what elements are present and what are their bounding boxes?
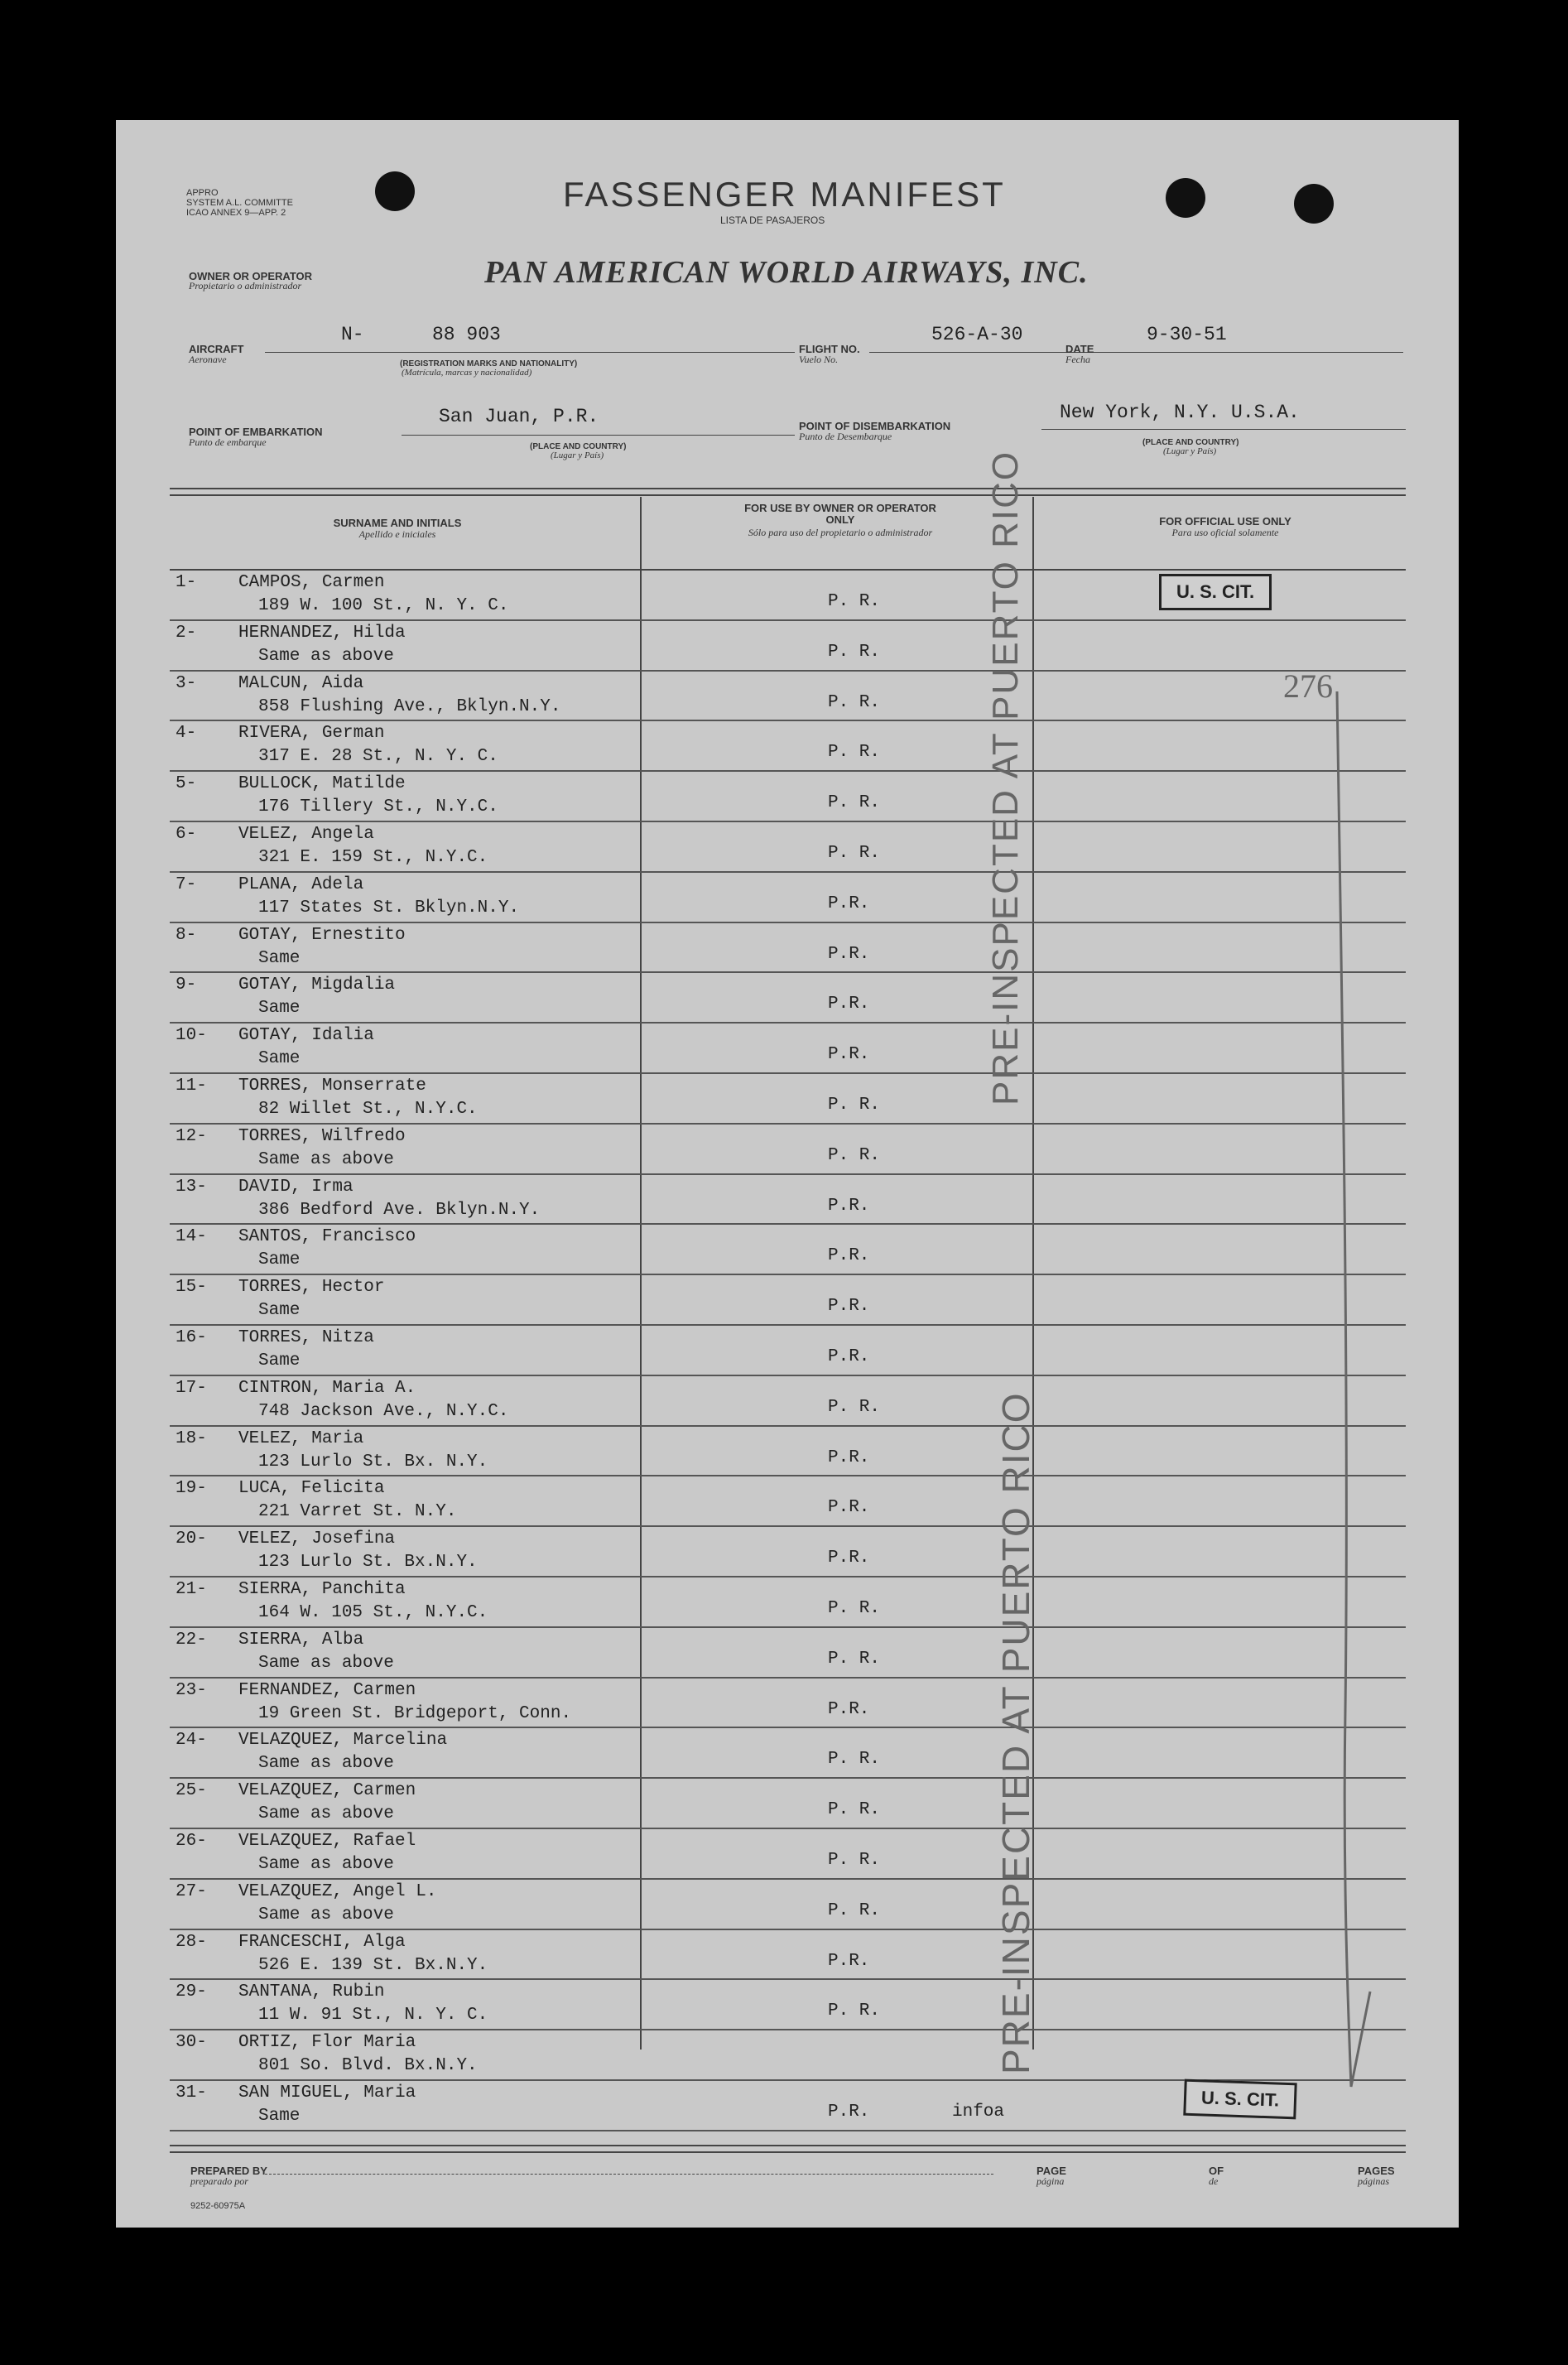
owner-use-code: P.R.	[828, 1549, 870, 1568]
passenger-name: PLANA, Adela	[238, 874, 364, 894]
col-official-header: FOR OFFICIAL USE ONLY	[1159, 515, 1291, 527]
passenger-name: VELAZQUEZ, Angel L.	[238, 1881, 437, 1901]
passenger-address: 11 W. 91 St., N. Y. C.	[258, 2006, 488, 2025]
embark-field-line	[402, 435, 795, 436]
owner-use-code: P. R.	[828, 1851, 881, 1870]
owner-use-code: P.R.	[828, 1045, 870, 1065]
footer-rule	[170, 2145, 1406, 2146]
passenger-number: 30-	[176, 2033, 207, 2053]
punch-hole	[1294, 184, 1334, 224]
passenger-number: 17-	[176, 1378, 207, 1398]
flight-label: FLIGHT NO.	[799, 343, 860, 355]
passenger-name: RIVERA, German	[238, 724, 385, 744]
aircraft-prefix: N-	[341, 324, 364, 345]
passenger-name: TORRES, Hector	[238, 1278, 385, 1298]
passenger-number: 11-	[176, 1077, 207, 1096]
preinspection-stamp: PRE-INSPECTED AT PUERTO RICO	[994, 1391, 1037, 2074]
approval-line: ICAO ANNEX 9—APP. 2	[186, 208, 286, 218]
col-surname-header-es: Apellido e iniciales	[358, 528, 436, 540]
passenger-number: 14-	[176, 1227, 207, 1247]
passenger-number: 20-	[176, 1529, 207, 1549]
punch-hole	[1166, 178, 1205, 218]
owner-use-code: P. R.	[828, 1096, 881, 1115]
disembark-label-es: Punto de Desembarque	[799, 431, 892, 442]
disembark-field-line	[1041, 429, 1406, 430]
passenger-address: 189 W. 100 St., N. Y. C.	[258, 596, 509, 615]
date-field-line	[1105, 352, 1403, 353]
owner-use-code: P. R.	[828, 592, 881, 611]
owner-use-code: P.R.	[828, 995, 870, 1014]
owner-use-code: P. R.	[828, 1800, 881, 1820]
passenger-address: Same as above	[258, 646, 394, 666]
of-label: OF	[1209, 2165, 1224, 2177]
owner-use-code: P.R.	[828, 1297, 870, 1317]
owner-use-code: P.R.	[828, 1246, 870, 1266]
owner-label-es: Propietario o administrador	[189, 280, 302, 291]
form-subtitle: LISTA DE PASAJEROS	[720, 214, 825, 226]
owner-label: OWNER OR OPERATOR	[189, 270, 313, 282]
passenger-number: 25-	[176, 1781, 207, 1801]
approval-line: APPRO	[186, 188, 219, 198]
page-label: PAGE	[1037, 2165, 1066, 2177]
owner-use-code: P. R.	[828, 793, 881, 813]
passenger-address: Same	[258, 1049, 301, 1069]
aircraft-label-es: Aeronave	[189, 354, 227, 365]
passenger-number: 4-	[176, 724, 197, 744]
passenger-name: SIERRA, Panchita	[238, 1580, 406, 1599]
col-owner-header: FOR USE BY OWNER OR OPERATOR ONLY	[744, 502, 936, 526]
passenger-name: GOTAY, Ernestito	[238, 925, 406, 945]
preinspection-stamp: PRE-INSPECTED AT PUERTO RICO	[985, 450, 1026, 1105]
header-rule	[170, 569, 1406, 571]
registration-note-es: (Matrícula, marcas y nacionalidad)	[402, 368, 532, 378]
disembark-place-note: (PLACE AND COUNTRY)	[1142, 438, 1239, 447]
passenger-number: 15-	[176, 1278, 207, 1298]
passenger-name: CINTRON, Maria A.	[238, 1378, 416, 1398]
date-label: DATE	[1065, 343, 1094, 355]
passenger-address: Same as above	[258, 1149, 394, 1169]
passenger-address: 748 Jackson Ave., N.Y.C.	[258, 1401, 509, 1421]
aircraft-registration: 88 903	[432, 324, 501, 345]
passenger-number: 3-	[176, 673, 197, 693]
passenger-name: VELEZ, Josefina	[238, 1529, 396, 1549]
owner-use-code: P. R.	[828, 1599, 881, 1618]
embark-place-note-es: (Lugar y País)	[551, 450, 604, 460]
aircraft-field-line	[265, 352, 795, 353]
passenger-number: 22-	[176, 1630, 207, 1650]
passenger-address: Same	[258, 1301, 301, 1321]
passenger-number: 27-	[176, 1881, 207, 1901]
passenger-address: 82 Willet St., N.Y.C.	[258, 1100, 478, 1119]
passenger-name: FERNANDEZ, Carmen	[238, 1680, 416, 1700]
pages-label: PAGES	[1358, 2165, 1395, 2177]
passenger-name: SAN MIGUEL, Maria	[238, 2083, 416, 2102]
passenger-address: 176 Tillery St., N.Y.C.	[258, 797, 498, 817]
passenger-number: 2-	[176, 623, 197, 643]
approval-line: SYSTEM A.L. COMMITTE	[186, 198, 293, 208]
passenger-number: 26-	[176, 1832, 207, 1851]
owner-use-code: P. R.	[828, 1900, 881, 1920]
passenger-address: Same as above	[258, 1804, 394, 1824]
owner-use-code: P. R.	[828, 1397, 881, 1417]
aircraft-label: AIRCRAFT	[189, 343, 244, 355]
passenger-address: Same	[258, 999, 301, 1019]
passenger-name: FRANCESCHI, Alga	[238, 1932, 406, 1952]
passenger-address: Same as above	[258, 1905, 394, 1924]
row-divider	[170, 619, 1406, 621]
of-label-es: de	[1209, 2175, 1219, 2187]
embark-label-es: Punto de embarque	[189, 436, 267, 448]
owner-use-code: P.R.	[828, 1447, 870, 1467]
passenger-address: 123 Lurlo St. Bx.N.Y.	[258, 1553, 478, 1573]
passenger-number: 9-	[176, 975, 197, 995]
passenger-number: 8-	[176, 925, 197, 945]
prepared-field-line	[265, 2174, 993, 2175]
owner-use-code: P. R.	[828, 692, 881, 712]
disembark-place: New York, N.Y. U.S.A.	[1060, 402, 1300, 423]
passenger-number: 29-	[176, 1982, 207, 2002]
owner-use-code: P. R.	[828, 743, 881, 763]
owner-use-code: P.R.	[828, 1951, 870, 1971]
pencil-mark	[1159, 633, 1407, 2124]
owner-use-code: P.R.	[828, 893, 870, 913]
passenger-number: 1-	[176, 573, 197, 592]
passenger-name: VELEZ, Maria	[238, 1428, 364, 1448]
passenger-number: 7-	[176, 874, 197, 894]
header-rule	[170, 494, 1406, 496]
form-number: 9252-60975A	[190, 2201, 246, 2211]
passenger-name: TORRES, Wilfredo	[238, 1126, 406, 1146]
col-surname-header: SURNAME AND INITIALS	[333, 517, 462, 529]
footer-rule	[170, 2151, 1406, 2153]
approval-note	[186, 188, 293, 218]
passenger-address: 526 E. 139 St. Bx.N.Y.	[258, 1955, 488, 1975]
passenger-name: HERNANDEZ, Hilda	[238, 623, 406, 643]
passenger-number: 23-	[176, 1680, 207, 1700]
passenger-address: 386 Bedford Ave. Bklyn.N.Y.	[258, 1200, 541, 1220]
passenger-name: MALCUN, Aida	[238, 673, 364, 693]
passenger-address: Same as above	[258, 1855, 394, 1874]
owner-use-code: P.R.	[828, 1196, 870, 1216]
passenger-address: 317 E. 28 St., N. Y. C.	[258, 747, 498, 767]
col-owner-header-es: Sólo para uso del propietario o administrador	[748, 527, 933, 538]
prepared-label: PREPARED BY	[190, 2165, 267, 2177]
passenger-name: GOTAY, Migdalia	[238, 975, 396, 995]
owner-use-code: P. R.	[828, 1750, 881, 1770]
us-citizen-stamp: U. S. CIT.	[1159, 574, 1272, 610]
owner-use-code: P.R.	[828, 1498, 870, 1518]
owner-use-note: infoa	[952, 2102, 1005, 2122]
disembark-label: POINT OF DISEMBARKATION	[799, 420, 951, 432]
flight-date: 9-30-51	[1147, 324, 1227, 345]
owner-use-code: P.R.	[828, 2102, 870, 2122]
passenger-address: Same as above	[258, 1754, 394, 1774]
passenger-number: 24-	[176, 1731, 207, 1751]
passenger-name: DAVID, Irma	[238, 1177, 354, 1197]
passenger-name: VELAZQUEZ, Rafael	[238, 1832, 416, 1851]
passenger-address: 123 Lurlo St. Bx. N.Y.	[258, 1452, 488, 1472]
passenger-number: 31-	[176, 2083, 207, 2102]
pages-label-es: páginas	[1358, 2175, 1390, 2187]
passenger-name: VELEZ, Angela	[238, 825, 374, 844]
date-label-es: Fecha	[1065, 354, 1090, 365]
passenger-address: 117 States St. Bklyn.N.Y.	[258, 898, 520, 918]
flight-label-es: Vuelo No.	[799, 354, 839, 365]
passenger-number: 12-	[176, 1126, 207, 1146]
owner-use-code: P.R.	[828, 944, 870, 964]
passenger-name: VELAZQUEZ, Marcelina	[238, 1731, 448, 1751]
handwritten-count: 276	[1283, 667, 1333, 705]
passenger-number: 16-	[176, 1328, 207, 1347]
passenger-address: Same as above	[258, 1653, 394, 1673]
header-rule	[170, 488, 1406, 489]
owner-use-code: P.R.	[828, 1699, 870, 1719]
passenger-number: 21-	[176, 1580, 207, 1599]
passenger-name: SANTANA, Rubin	[238, 1982, 385, 2002]
passenger-address: Same	[258, 948, 301, 968]
owner-use-code: P. R.	[828, 642, 881, 662]
passenger-number: 6-	[176, 825, 197, 844]
registration-note: (REGISTRATION MARKS AND NATIONALITY)	[400, 359, 578, 368]
passenger-number: 5-	[176, 774, 197, 794]
passenger-name: ORTIZ, Flor Maria	[238, 2033, 416, 2053]
passenger-number: 19-	[176, 1479, 207, 1499]
passenger-address: Same	[258, 2107, 301, 2126]
disembark-place-note-es: (Lugar y País)	[1163, 446, 1217, 456]
owner-use-code: P. R.	[828, 1145, 881, 1165]
owner-use-code: P. R.	[828, 2001, 881, 2021]
col-official-header-es: Para uso oficial solamente	[1171, 527, 1279, 538]
passenger-name: BULLOCK, Matilde	[238, 774, 406, 794]
owner-use-code: P. R.	[828, 844, 881, 863]
operator-name: PAN AMERICAN WORLD AIRWAYS, INC.	[484, 255, 1089, 290]
passenger-address: 321 E. 159 St., N.Y.C.	[258, 848, 488, 867]
passenger-address: 858 Flushing Ave., Bklyn.N.Y.	[258, 696, 561, 716]
passenger-address: Same	[258, 1250, 301, 1270]
passenger-name: TORRES, Nitza	[238, 1328, 374, 1347]
passenger-number: 13-	[176, 1177, 207, 1197]
passenger-name: GOTAY, Idalia	[238, 1026, 374, 1046]
passenger-number: 10-	[176, 1026, 207, 1046]
passenger-number: 18-	[176, 1428, 207, 1448]
embark-label: POINT OF EMBARKATION	[189, 426, 323, 438]
passenger-address: 801 So. Blvd. Bx.N.Y.	[258, 2056, 478, 2076]
passenger-name: VELAZQUEZ, Carmen	[238, 1781, 416, 1801]
passenger-number: 28-	[176, 1932, 207, 1952]
flight-number: 526-A-30	[931, 324, 1023, 345]
owner-use-code: P.R.	[828, 1347, 870, 1366]
us-citizen-stamp: U. S. CIT.	[1183, 2079, 1297, 2120]
passenger-address: 19 Green St. Bridgeport, Conn.	[258, 1703, 572, 1723]
row-divider	[170, 2130, 1406, 2131]
prepared-label-es: preparado por	[190, 2175, 248, 2187]
passenger-name: CAMPOS, Carmen	[238, 573, 385, 592]
passenger-address: 221 Varret St. N.Y.	[258, 1502, 457, 1522]
passenger-name: LUCA, Felicita	[238, 1479, 385, 1499]
punch-hole	[375, 171, 415, 211]
passenger-name: TORRES, Monserrate	[238, 1077, 426, 1096]
owner-use-code: P. R.	[828, 1649, 881, 1669]
passenger-address: 164 W. 105 St., N.Y.C.	[258, 1603, 488, 1622]
manifest-sheet	[116, 120, 1459, 2228]
form-title: FASSENGER MANIFEST	[563, 175, 1006, 214]
passenger-address: Same	[258, 1351, 301, 1370]
embark-place: San Juan, P.R.	[439, 406, 599, 427]
page-label-es: página	[1037, 2175, 1065, 2187]
passenger-name: SANTOS, Francisco	[238, 1227, 416, 1247]
embark-place-note: (PLACE AND COUNTRY)	[530, 442, 627, 451]
passenger-name: SIERRA, Alba	[238, 1630, 364, 1650]
